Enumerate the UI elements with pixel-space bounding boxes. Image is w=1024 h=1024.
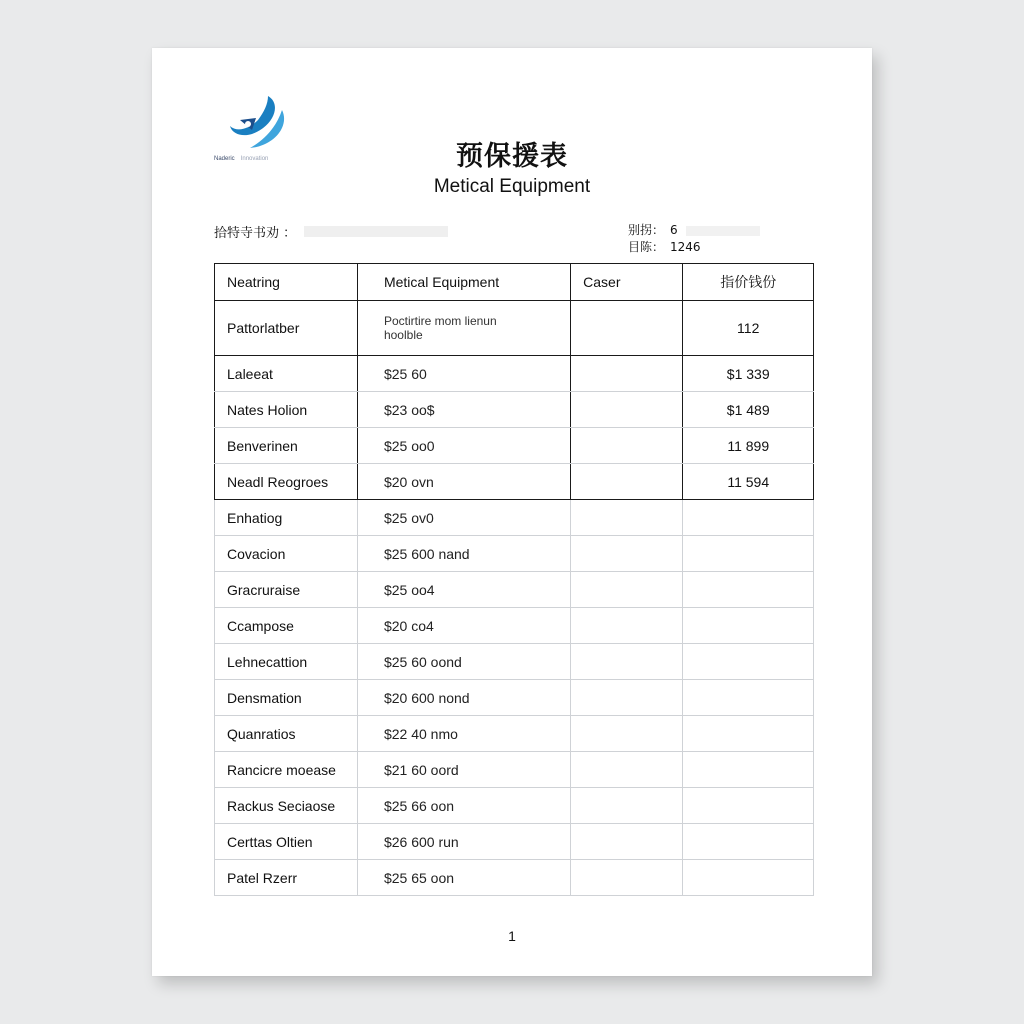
cell-value: 112 [683,301,814,356]
cell-name: Patel Rzerr [215,860,358,896]
cell-price: $23 oo$ [357,392,570,428]
document-title: 预保援表 [456,141,568,172]
cell-price: $25 66 oon [357,788,570,824]
cell-caser [571,716,683,752]
cell-value [683,788,814,824]
field-row [214,222,448,241]
cell-name: Nates Holion [215,392,358,428]
cell-name: Laleeat [215,356,358,392]
cell-caser [571,356,683,392]
table-row [215,608,814,644]
table-row [215,356,814,392]
cell-value [683,716,814,752]
cell-name: Covacion [215,536,358,572]
cell-price: $20 600 nond [357,680,570,716]
cell-name: Quanratios [215,716,358,752]
cell-value [683,752,814,788]
cell-name: Gracruraise [215,572,358,608]
cell-name: Rancicre moease [215,752,358,788]
cell-value [683,536,814,572]
cell-name: Enhatiog [215,500,358,536]
cell-value [683,572,814,608]
table-row [215,428,814,464]
column-header: Caser [571,264,683,301]
meta-block [628,222,760,256]
meta-label: 别拐： [628,223,665,237]
cell-price: $20 ovn [357,464,570,500]
cell-price: $26 600 run [357,824,570,860]
table-row [215,680,814,716]
field-blank [304,226,448,237]
cell-value: $1 489 [683,392,814,428]
meta-row [628,222,760,239]
table-row [215,860,814,896]
meta-label: 目陈： [628,240,665,254]
page-number: 1 [508,928,516,944]
cell-name: Densmation [215,680,358,716]
table-row [215,536,814,572]
table-row [215,500,814,536]
cell-caser [571,860,683,896]
table-row [215,752,814,788]
table-row [215,464,814,500]
cell-caser [571,608,683,644]
cell-name: Ccampose [215,608,358,644]
cell-caser [571,500,683,536]
column-header: Metical Equipment [357,264,570,301]
table-row [215,788,814,824]
column-header: Neatring [215,264,358,301]
field-label: 拾特寺书劝 ： [214,226,297,241]
logo-caption: Naderic Innovation [214,156,269,162]
table-row [215,392,814,428]
cell-name: Certtas Oltien [215,824,358,860]
cell-value [683,500,814,536]
cell-price: $25 60 [357,356,570,392]
equipment-table [214,263,814,896]
cell-caser [571,644,683,680]
cell-name: Lehnecattion [215,644,358,680]
cell-value: $1 339 [683,356,814,392]
description-line: hoolble [383,328,423,342]
cell-caser [571,572,683,608]
cell-price: $25 ov0 [357,500,570,536]
cell-price: $25 oo0 [357,428,570,464]
table-header-row [215,264,814,301]
cell-name: Pattorlatber [215,301,358,356]
cell-caser [571,536,683,572]
cell-value: 11 899 [683,428,814,464]
cell-price: $20 co4 [357,608,570,644]
cell-value: 11 594 [683,464,814,500]
cell-value [683,860,814,896]
cell-description [357,301,570,356]
meta-row [628,239,760,256]
cell-name: Benverinen [215,428,358,464]
cell-price: $25 65 oon [357,860,570,896]
cell-price: $22 40 nmo [357,716,570,752]
cell-caser [571,464,683,500]
meta-value: 6 [670,223,678,237]
cell-caser [571,428,683,464]
table-row [215,572,814,608]
table-row [215,716,814,752]
cell-caser [571,392,683,428]
table-row [215,644,814,680]
cell-price: $25 oo4 [357,572,570,608]
cell-value [683,680,814,716]
description-line: Poctirtire mom lienun [383,314,497,328]
meta-blank [686,226,760,236]
cell-name: Rackus Seciaose [215,788,358,824]
cell-price: $21 60 oord [357,752,570,788]
cell-name: Neadl Reogroes [215,464,358,500]
document-subtitle: Metical Equipment [433,176,591,197]
cell-value [683,608,814,644]
cell-price: $25 600 nand [357,536,570,572]
cell-caser [571,301,683,356]
document-page [152,48,872,976]
cell-value [683,644,814,680]
meta-value: 1246 [670,240,701,254]
cell-caser [571,752,683,788]
cell-caser [571,788,683,824]
cell-caser [571,680,683,716]
column-header: 指价钱份 [683,264,814,301]
table-row [215,301,814,356]
table-row [215,824,814,860]
cell-price: $25 60 oond [357,644,570,680]
cell-caser [571,824,683,860]
cell-value [683,824,814,860]
